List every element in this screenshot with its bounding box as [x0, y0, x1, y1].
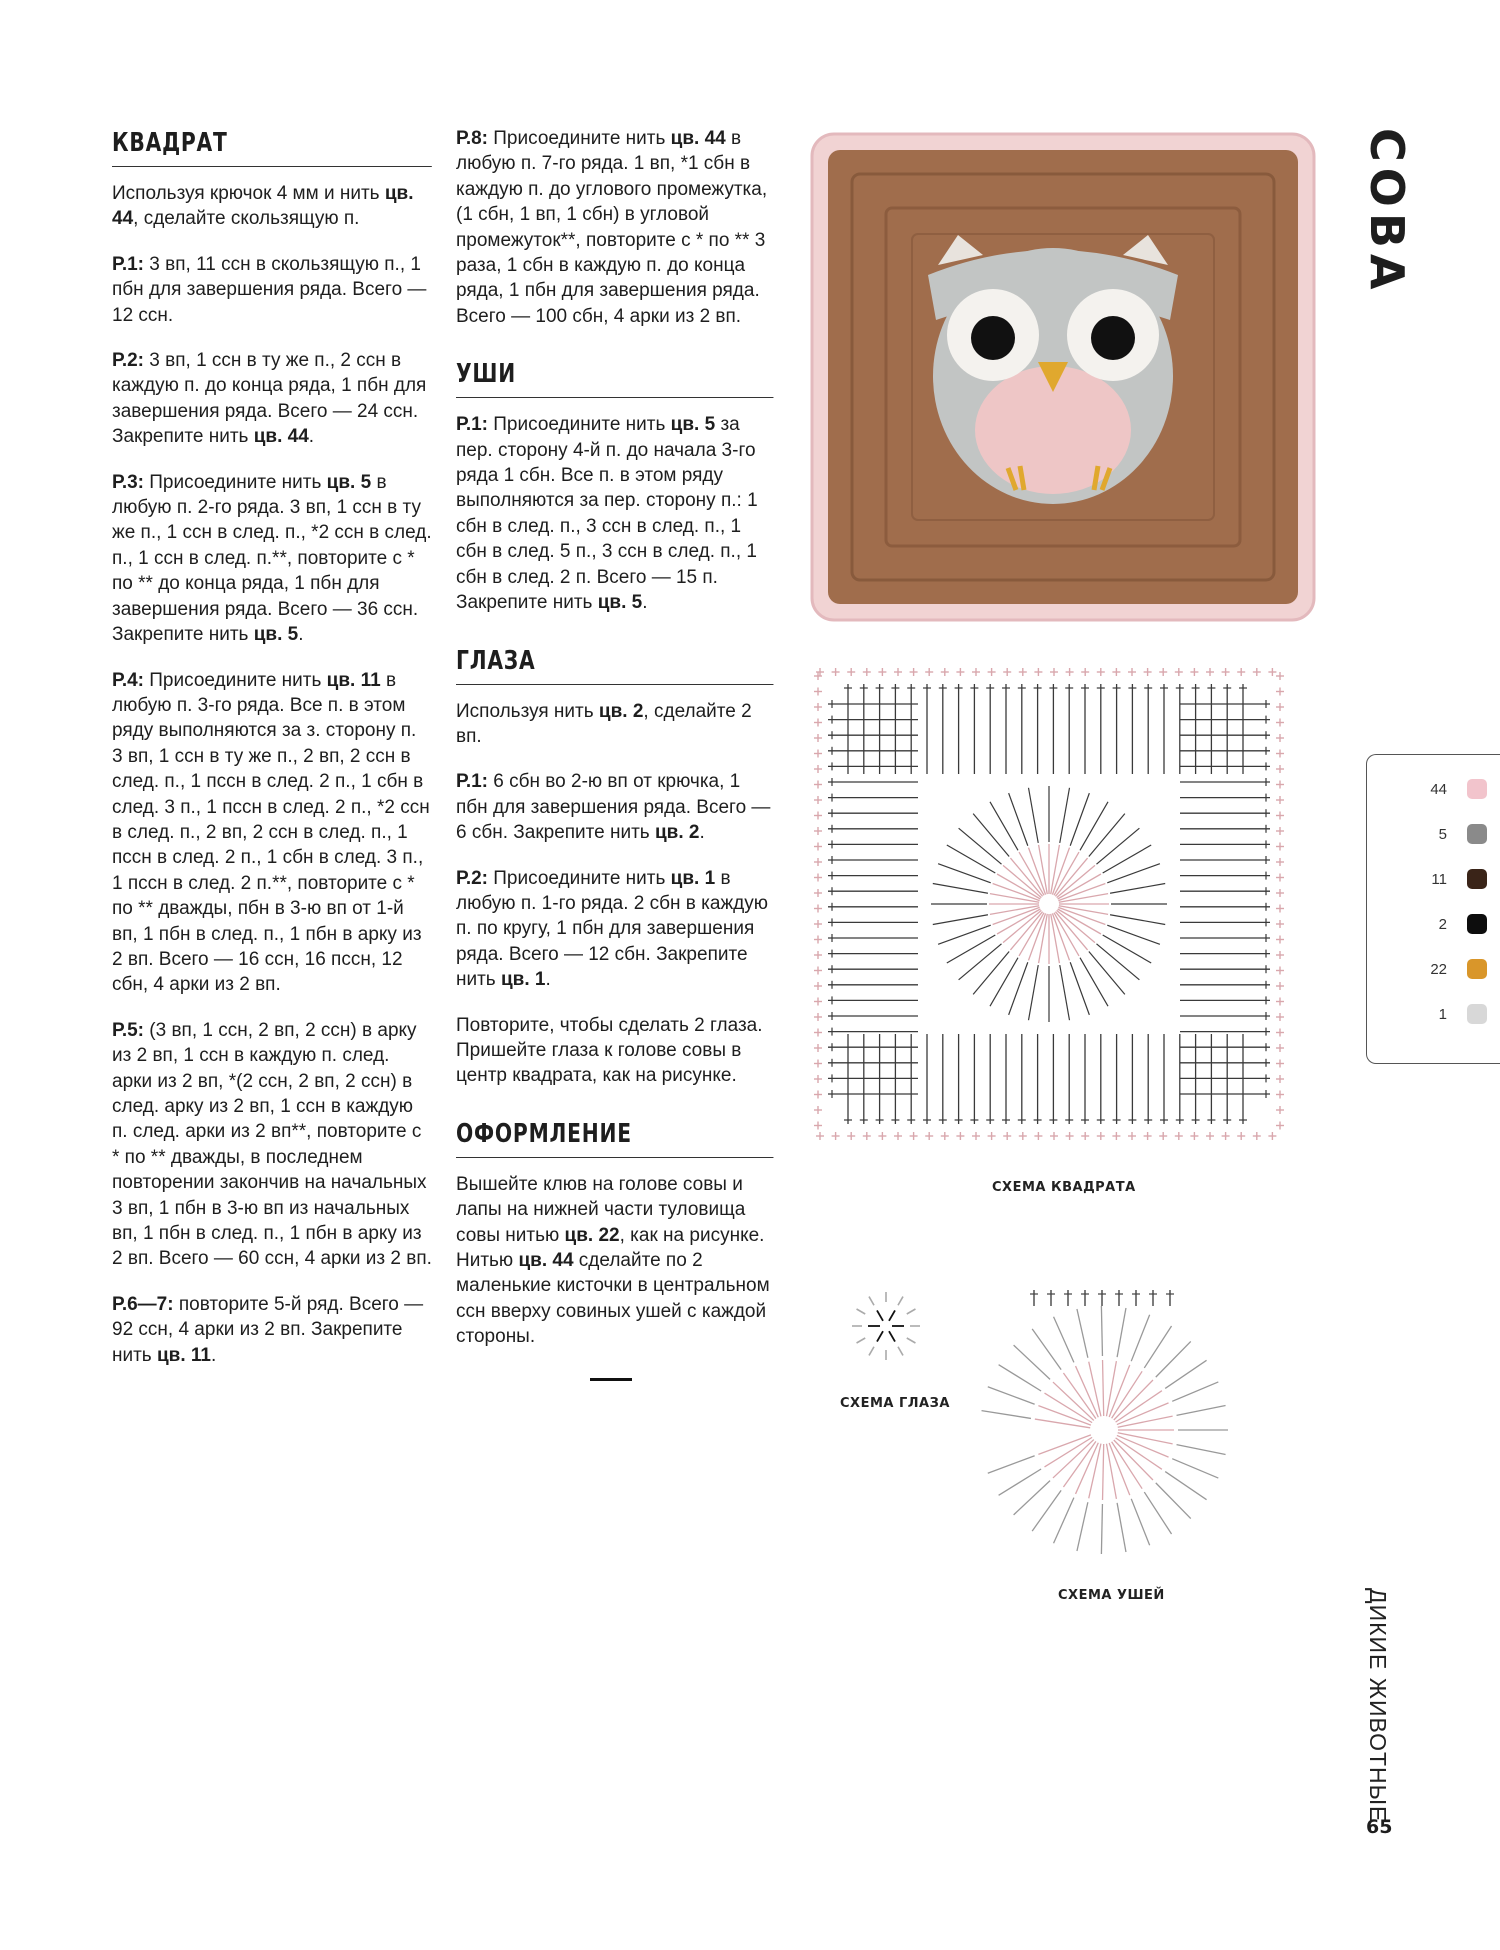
stitch-mark [1014, 1345, 1050, 1379]
stitch-mark [1077, 1309, 1088, 1358]
section-body [456, 412, 774, 615]
row8-paragraph: Р.8: Присоедините нить цв. 44 в любую п. 7-го ряда. 1 вп, *1 сбн в каждую п. до углового промежутка, (1 сбн, 1 вп, 1 сбн) в угловой промежуток**, повторите с * по ** 3 раза, 1 сбн в каждую п. до конца ряда, 1 пбн для завершения ряда. Всего — 100 сбн, 4 арки из 2 вп. [456, 128, 768, 327]
legend-item [1367, 824, 1487, 848]
stitch-mark [1117, 1403, 1169, 1425]
stitch-mark [898, 1347, 903, 1356]
stitch-mark [1038, 1435, 1090, 1455]
stitch-mark [1096, 944, 1139, 980]
stitch-mark [999, 1469, 1041, 1495]
legend-swatch [1467, 869, 1487, 889]
stitch-mark [857, 1338, 866, 1343]
stitch-mark [1118, 1416, 1173, 1427]
row8-instructions [456, 126, 774, 329]
stitch-mark [982, 1411, 1031, 1419]
stitch-mark [1029, 788, 1039, 843]
stitch-mark [1077, 1502, 1088, 1551]
stitch-mark [1110, 884, 1165, 894]
square-paragraph: Р.4: Присоедините нить цв. 11 в любую п. 3-го ряда. Все п. в этом ряду выполняются за з. сторону п. 3 вп, 1 ссн в ту же п., 2 вп, 2 ссн в след. п., 1 пссн в след. 2 п., 1 сбн в след. 3 п., 1 пссн в след. 2 п., *2 ссн в след. п., 2 вп, 2 ссн в след. п., 1 пссн в след. 2 п., 1 сбн в след. 3 п., 1 пссн в след. 2 п.**, повторите с * по ** дважды, пбн в 3-ю вп от 1-й вп, 1 пбн в след. п., 1 пбн в арку из 2 вп. Всего — 16 ссн, 16 пссн, 12 сбн, 4 арки из 2 вп. [112, 669, 430, 996]
legend-number: 1 [1438, 1006, 1447, 1023]
stitch-mark [1117, 1308, 1126, 1357]
stitch-mark [1045, 1393, 1093, 1423]
stitch-mark [1096, 828, 1139, 864]
stitch-mark [1103, 1444, 1104, 1500]
stitch-mark [959, 828, 1002, 864]
eye-chart-diagram [848, 1288, 924, 1364]
legend-item [1367, 779, 1487, 803]
stitch-mark [1054, 1498, 1074, 1544]
stitch-mark [1045, 1437, 1093, 1467]
stitch-mark [1172, 1459, 1218, 1478]
stitch-mark [933, 884, 988, 894]
stitch-mark [1165, 1360, 1206, 1388]
legend-number: 11 [1431, 871, 1447, 888]
stitch-mark [1101, 1504, 1102, 1554]
square-paragraph: Р.2: 3 вп, 1 ссн в ту же п., 2 ссн в каждую п. до конца ряда, 1 пбн для завершения ряда. Всего — 24 ссн. Закрепите нить цв. 44. [112, 350, 427, 448]
section-title: ОФОРМЛЕНИЕ [456, 1119, 773, 1158]
stitch-mark [1110, 915, 1165, 925]
stitch-mark [1177, 1405, 1226, 1415]
square-paragraph: Используя крючок 4 мм и нить цв. 44, сделайте скользящую п. [112, 183, 414, 230]
stitch-mark [1165, 1472, 1206, 1500]
page-number: 65 [1366, 1816, 1393, 1838]
stitch-mark [1014, 1481, 1050, 1515]
stitch-mark [1172, 1382, 1218, 1401]
caption-ear-chart: СХЕМА УШЕЙ [1058, 1588, 1165, 1603]
stitch-mark [1080, 958, 1108, 1006]
stitch-mark [877, 1310, 883, 1320]
stitch-mark [1117, 1435, 1169, 1457]
stitch-mark [1112, 1371, 1142, 1418]
stitch-mark [947, 845, 995, 873]
section-body [456, 1172, 774, 1350]
stitch-mark [959, 944, 1002, 980]
stitch-mark [1038, 1406, 1090, 1426]
middle-sections [456, 359, 774, 1349]
stitch-mark [1070, 962, 1089, 1015]
stitch-mark [1103, 935, 1151, 963]
stitch-mark [1112, 1442, 1142, 1489]
legend-number: 44 [1430, 781, 1447, 798]
stitch-mark [933, 915, 988, 925]
stitch-mark [1109, 1365, 1130, 1417]
stitch-mark [907, 1338, 916, 1343]
square-paragraph: Р.3: Присоедините нить цв. 5 в любую п. 2-го ряда. 3 вп, 1 ссн в ту же п., 1 ссн в след. п., *2 ссн в след. п., 1 ссн в след. п.**, повторите с * по ** до конца ряда, 1 пбн для завершения ряда. Всего — 36 ссн. Закрепите нить цв. 5. [112, 471, 432, 646]
legend-number: 5 [1438, 826, 1447, 843]
stitch-mark [988, 1456, 1035, 1473]
stitch-mark [1089, 951, 1125, 994]
stitch-mark [1060, 788, 1070, 843]
stitch-mark [990, 802, 1018, 850]
section-title: ГЛАЗА [456, 646, 773, 685]
stitch-mark [1144, 1492, 1171, 1534]
stitch-mark [877, 1331, 883, 1341]
section-paragraph: Используя нить цв. 2, сделайте 2 вп. [456, 700, 752, 747]
stitch-mark [1101, 1306, 1102, 1356]
caption-eye-chart: СХЕМА ГЛАЗА [840, 1396, 950, 1411]
stitch-mark [1107, 864, 1160, 883]
stitch-mark [1009, 962, 1028, 1015]
square-chart-diagram [808, 664, 1290, 1144]
section-label: ДИКИЕ ЖИВОТНЫЕ [1365, 1588, 1391, 1823]
stitch-mark [1106, 1444, 1116, 1499]
section-paragraph: Р.1: Присоедините нить цв. 5 за пер. сторону 4-й п. до начала 3-го ряда 1 сбн. Все п. в этом ряду выполняются за пер. сторону п.: 1 сбн в след. п., 3 ссн в след. п., 1 сбн в след. 5 п., 3 ссн в след. п., 1 сбн в след. 2 п. Всего — 15 п. Закрепите нить цв. 5. [456, 414, 758, 614]
legend-swatch [1467, 779, 1487, 799]
stitch-mark [973, 951, 1009, 994]
stitch-mark [1080, 802, 1108, 850]
stitch-mark [1156, 1341, 1191, 1377]
stitch-mark [947, 935, 995, 963]
stitch-mark [1029, 965, 1039, 1020]
ear-chart-diagram [988, 1280, 1220, 1570]
stitch-mark [1131, 1499, 1149, 1545]
stitch-mark [1070, 793, 1089, 846]
stitch-mark [889, 1310, 895, 1320]
stitch-mark [1118, 1433, 1173, 1444]
section-title-square: КВАДРАТ [112, 128, 431, 167]
legend-swatch [1467, 1004, 1487, 1024]
stitch-mark [869, 1297, 874, 1306]
legend-item [1367, 869, 1487, 893]
stitch-mark [1032, 1490, 1061, 1531]
legend-item [1367, 1004, 1487, 1028]
stitch-mark [1156, 1483, 1191, 1519]
section-paragraph: Вышейте клюв на голове совы и лапы на нижней части туловища совы нитью цв. 22, как на рисунке. Нитью цв. 44 сделайте по 2 маленькие кисточки в центральном ссн вверху совиных ушей с каждой стороны. [456, 1173, 770, 1348]
stitch-mark [999, 1365, 1041, 1391]
square-paragraph: Р.1: 3 вп, 11 ссн в скользящую п., 1 пбн для завершения ряда. Всего — 12 ссн. [112, 253, 427, 326]
stitch-mark [988, 1387, 1035, 1404]
stitch-mark [938, 864, 991, 883]
legend-number: 2 [1438, 916, 1447, 933]
section-title: УШИ [456, 359, 773, 398]
color-legend [1366, 754, 1500, 1064]
square-instructions [112, 181, 432, 1368]
stitch-mark [1054, 1317, 1074, 1363]
section-paragraph: Р.2: Присоедините нить цв. 1 в любую п. 1-го ряда. 2 сбн в каждую п. по кругу, 1 пбн для завершения ряда. Всего — 12 сбн. Закрепите нить цв. 1. [456, 867, 768, 991]
stitch-mark [857, 1309, 866, 1314]
caption-square-chart: СХЕМА КВАДРАТА [992, 1180, 1136, 1195]
legend-swatch [1467, 959, 1487, 979]
section-paragraph: Повторите, чтобы сделать 2 глаза. Пришейте глаза к голове совы в центр квадрата, как на рисунке. [456, 1014, 763, 1087]
stitch-mark [1177, 1445, 1226, 1455]
stitch-mark [1009, 793, 1028, 846]
square-paragraph: Р.6—7: повторите 5-й ряд. Всего — 92 ссн, 4 арки из 2 вп. Закрепите нить цв. 11. [112, 1293, 424, 1366]
stitch-mark [1107, 925, 1160, 944]
stitch-mark [889, 1331, 895, 1341]
legend-item [1367, 959, 1487, 983]
section-paragraph: Р.1: 6 сбн во 2-ю вп от крючка, 1 пбн для завершения ряда. Всего — 6 сбн. Закрепите нить цв. 2. [456, 771, 771, 844]
stitch-mark [1032, 1329, 1061, 1370]
stitch-mark [973, 814, 1009, 857]
section-body [456, 699, 774, 1089]
stitch-mark [1106, 1361, 1116, 1416]
legend-number: 22 [1430, 961, 1447, 978]
legend-swatch [1467, 914, 1487, 934]
stitch-mark [869, 1347, 874, 1356]
owl-square-photo [808, 130, 1318, 624]
page-title: СОВА [1360, 128, 1414, 296]
square-paragraph: Р.5: (3 вп, 1 ссн, 2 вп, 2 ссн) в арку из 2 вп, 1 ссн в каждую п. след. арки из 2 вп, *(2 ссн, 2 вп, 2 ссн) в след. арку из 2 вп, 1 ссн в каждую п. след. арки из 2 вп**, повторите с * по ** дважды, в последнем повторении закончив на начальных 3 вп, 1 пбн в 3-ю вп из начальных вп, 1 пбн в след. п., 1 пбн в арку из 2 вп. Всего — 60 ссн, 4 арки из 2 вп. [112, 1019, 432, 1270]
stitch-mark [938, 925, 991, 944]
stitch-mark [990, 958, 1018, 1006]
stitch-mark [1131, 1315, 1149, 1361]
stitch-mark [898, 1297, 903, 1306]
stitch-mark [1103, 1360, 1104, 1416]
stitch-mark [1089, 814, 1125, 857]
stitch-mark [1117, 1503, 1126, 1552]
legend-swatch [1467, 824, 1487, 844]
column-left [112, 128, 432, 1388]
column-middle [456, 126, 774, 1381]
end-rule [590, 1378, 632, 1381]
legend-item [1367, 914, 1487, 938]
stitch-mark [1103, 845, 1151, 873]
stitch-mark [1060, 965, 1070, 1020]
stitch-mark [1109, 1443, 1130, 1495]
stitch-mark [907, 1309, 916, 1314]
stitch-mark [1035, 1419, 1090, 1428]
stitch-mark [1144, 1326, 1171, 1368]
